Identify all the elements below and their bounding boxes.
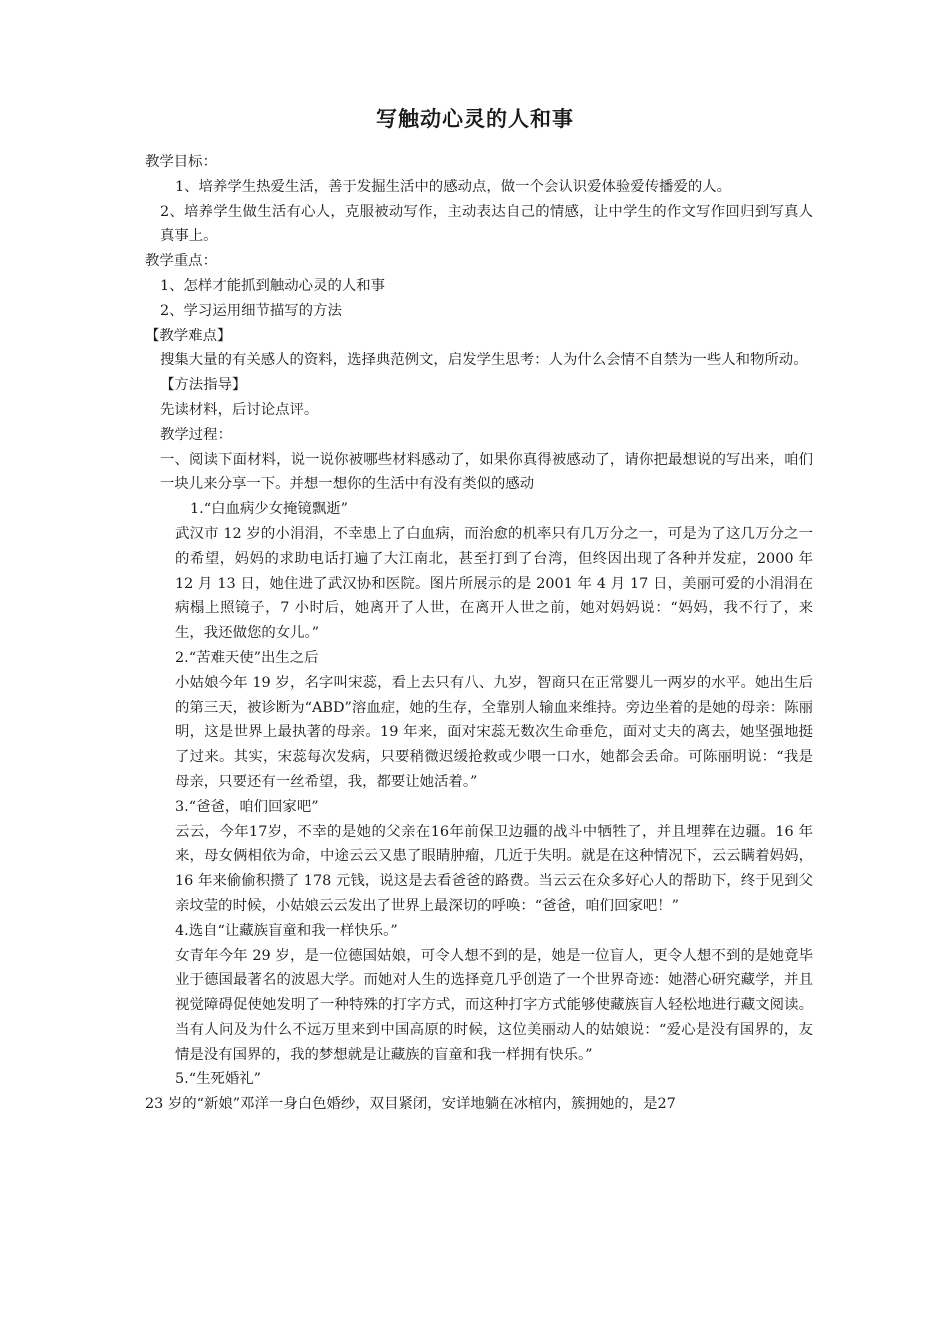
story-1-text: 武汉市 12 岁的小涓涓，不幸患上了白血病，而治愈的机率只有几万分之一，可是为了这几万分之一的希望，妈妈的求助电话打遍了大江南北，甚至打到了台湾，但终因出现了各种并发症，2000 年 12 月 13 日，她住进了武汉协和医院。图片所展示的是 2001 年 4 月 17 日，美丽可爱的小涓涓在病榻上照镜子，7 小时后，她离开了人世，在离开人世之前，她对妈妈说：“妈妈，我不行了，来生，我还做您的女儿。” [175,525,813,642]
document-title: 写触动心灵的人和事 [376,107,574,131]
story-3-title: 3.“爸爸，咱们回家吧” [175,798,319,815]
heading-teaching-goals: 教学目标： [145,154,217,170]
heading-method: 【方法指导】 [160,377,247,394]
difficulties-text: 搜集大量的有关感人的资料，选择典范例文，启发学生思考：人为什么会情不自禁为一些人和物所动。 [160,352,808,369]
method-text: 先读材料，后讨论点评。 [160,401,319,418]
story-3-text: 云云，今年17岁，不幸的是她的父亲在16年前保卫边疆的战斗中牺牲了，并且埋葬在边疆。16 年来，母女俩相依为命，中途云云又患了眼睛肿瘤，几近于失明。就是在这种情况下，云云瞒着妈妈，16 年来偷偷积攒了 178 元钱，说这是去看爸爸的路费。当云云在众多好心人的帮助下，终于见到父亲坟莹的时候，小姑娘云云发出了世界上最深切的呼唤：“爸爸，咱们回家吧！” [175,823,813,914]
story-4-text: 女青年今年 29 岁，是一位德国姑娘，可令人想不到的是，她是一位盲人，更令人想不到的是她竟毕业于德国最著名的波恩大学。而她对人生的选择竟几乎创造了一个世界奇迹：她潜心研究藏学，并且视觉障碍促使她发明了一种特殊的打字方式，而这种打字方式能够使藏族盲人轻松地进行藏文阅读。当有人问及为什么不远万里来到中国高原的时候，这位美丽动人的姑娘说：“爱心是没有国界的，友情是没有国界的，我的梦想就是让藏族的盲童和我一样拥有快乐。” [175,947,813,1063]
key-point-2: 2、学习运用细节描写的方法 [160,302,342,319]
key-point-1: 1、怎样才能抓到触动心灵的人和事 [160,277,386,294]
heading-key-points: 教学重点： [145,253,217,270]
story-5-title: 5.“生死婚礼” [175,1071,262,1088]
heading-difficulties: 【教学难点】 [145,327,232,344]
story-2-text: 小姑娘今年 19 岁，名字叫宋蕊，看上去只有八、九岁，智商只在正常婴儿一两岁的水平。她出生后的第三天，被诊断为“ABD”溶血症，她的生存，全靠别人输血来维持。旁边坐着的是她的母亲：陈丽明，这是世界上最执著的母亲。19 年来，面对宋蕊无数次生命垂危，面对丈夫的离去，她坚强地挺了过来。其实，宋蕊每次发病，只要稍微迟缓抢救或少喂一口水，她都会丢命。可陈丽明说：“我是母亲，只要还有一丝希望，我，都要让她活着。” [175,674,813,790]
goal-1: 1、培养学生热爱生活，善于发掘生活中的感动点，做一个会认识爱体验爱传播爱的人。 [175,178,732,195]
process-intro: 一、阅读下面材料，说一说你被哪些材料感动了，如果你真得被感动了，请你把最想说的写出来，咱们一块儿来分享一下。并想一想你的生活中有没有类似的感动 [160,451,813,493]
goal-2: 2、培养学生做生活有心人，克服被动写作，主动表达自己的情感，让中学生的作文写作回归到写真人真事上。 [160,203,813,245]
story-1-title: 1.“白血病少女掩镜飘逝” [190,501,348,518]
story-5-text: 23 岁的“新娘”邓洋一身白色婚纱，双目紧闭，安详地躺在冰棺内，簇拥她的，是27 [145,1096,676,1113]
document-body [145,150,813,1117]
heading-process: 教学过程： [160,426,232,443]
story-4-title: 4.选自“让藏族盲童和我一样快乐。” [175,922,398,939]
story-2-title: 2.“苦难天使”出生之后 [175,649,319,666]
